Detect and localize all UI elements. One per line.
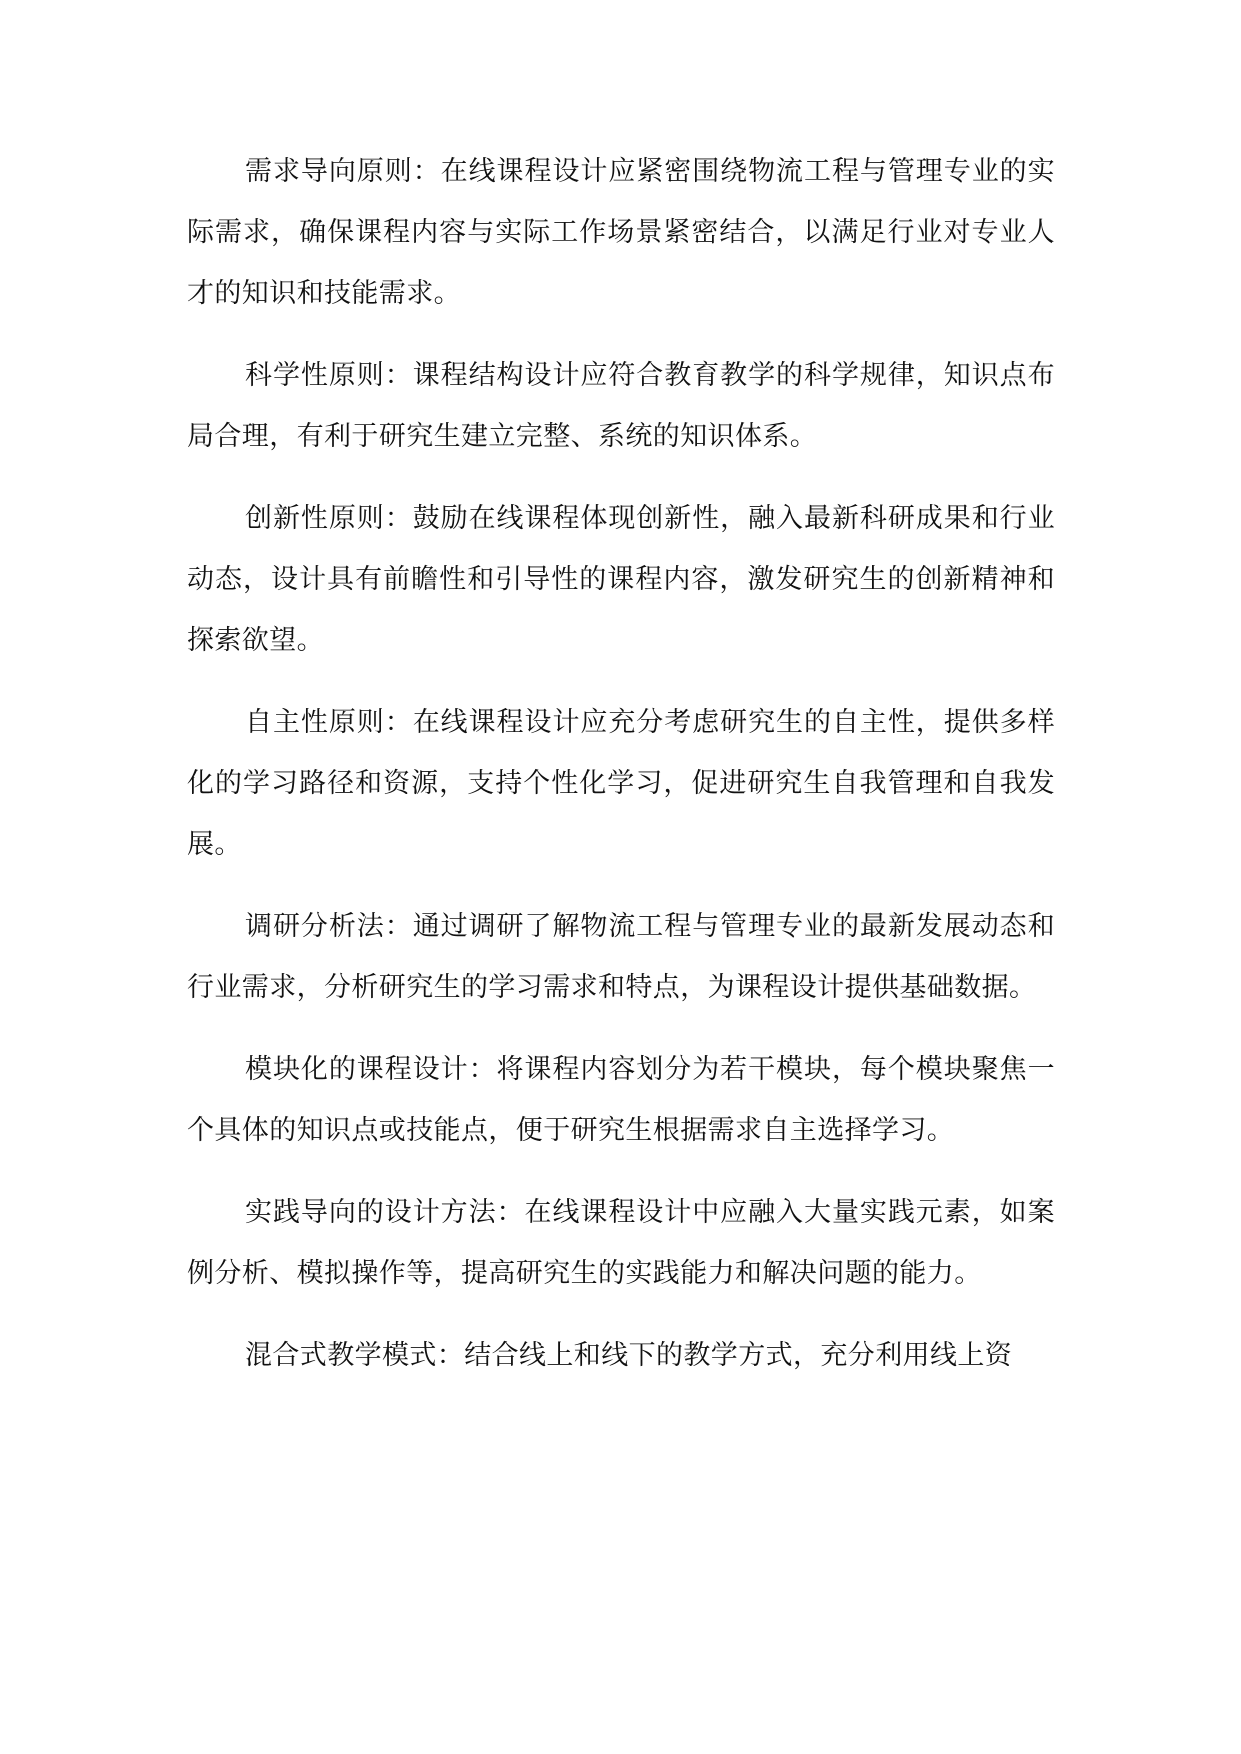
paragraph-blended-teaching-mode: 混合式教学模式：结合线上和线下的教学方式，充分利用线上资 — [245, 1340, 1013, 1371]
paragraph-innovation-principle: 创新性原则：鼓励在线课程体现创新性，融入最新科研成果和行业动态，设计具有前瞻性和引导性的课程内容，激发研究生的创新精神和探索欲望。 — [187, 503, 1055, 656]
paragraph-modular-course-design: 模块化的课程设计：将课程内容划分为若干模块，每个模块聚焦一个具体的知识点或技能点，便于研究生根据需求自主选择学习。 — [187, 1054, 1055, 1146]
document-body — [187, 141, 1055, 1386]
paragraph-demand-oriented-principle: 需求导向原则：在线课程设计应紧密围绕物流工程与管理专业的实际需求，确保课程内容与实际工作场景紧密结合，以满足行业对专业人才的知识和技能需求。 — [187, 156, 1055, 309]
paragraph-scientific-principle: 科学性原则：课程结构设计应符合教育教学的科学规律，知识点布局合理，有利于研究生建立完整、系统的知识体系。 — [187, 360, 1055, 452]
paragraph-practice-oriented-design: 实践导向的设计方法：在线课程设计中应融入大量实践元素，如案例分析、模拟操作等，提高研究生的实践能力和解决问题的能力。 — [187, 1197, 1055, 1289]
paragraph-autonomy-principle: 自主性原则：在线课程设计应充分考虑研究生的自主性，提供多样化的学习路径和资源，支持个性化学习，促进研究生自我管理和自我发展。 — [187, 707, 1055, 860]
paragraph-research-analysis-method: 调研分析法：通过调研了解物流工程与管理专业的最新发展动态和行业需求，分析研究生的学习需求和特点，为课程设计提供基础数据。 — [187, 911, 1055, 1003]
